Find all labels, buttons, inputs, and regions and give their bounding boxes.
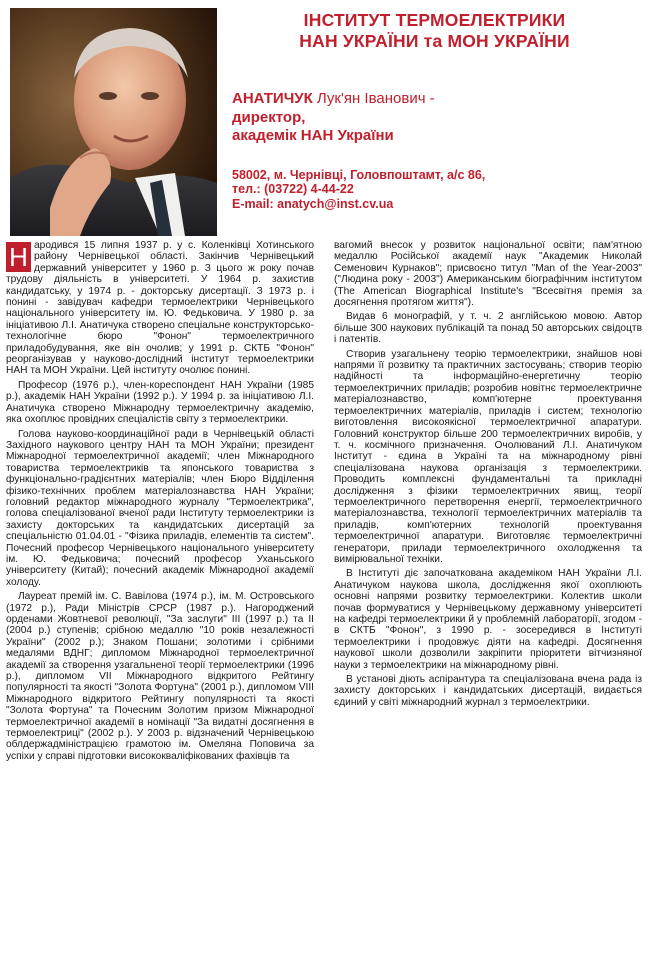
bio-paragraph: Видав 6 монографій, у т. ч. 2 англійською мовою. Автор більше 300 наукових публікацій та понад 50 авторських свідоцтв і патентів.	[334, 311, 642, 346]
header-block	[232, 10, 637, 211]
portrait-photo	[10, 8, 217, 236]
person-given-name: Лук'ян Іванович -	[316, 90, 435, 107]
bio-paragraph: Голова науково-координаційної ради в Чернівецькій області Західного наукового центру НАН та МОН України; президент Міжнародної термоелектричної академії; член Міжнародного товариства термоелектриків та японського товариства з функціонально-градієнтних матеріалів; член Бюро Відділення фізико-технічних проблем матеріалознавства НАН України; головний редактор міжнародного журналу "Термоелектрика", голова спеціалізованої вченої ради Інституту термоелектрики із захисту докторських та кандидатських дисертацій за спеціальністю 01.04.01 - "Фізика приладів, елементів та систем". Почесний професор Чернівецького національного університету ім. Ю. Федьковича; почесний професор Уханьського університету (Китай); почесний академік Міжнародної академії холоду.	[6, 428, 314, 588]
institute-title-line1: ІНСТИТУТ ТЕРМОЕЛЕКТРИКИ	[303, 10, 566, 30]
bio-paragraph: вагомий внесок у розвиток національної освіти; пам'ятною медаллю Російської академії наук "Академик Николай Семенович Курнаков"; присвоєно титул "Man of the Year-2003" ("Людина року - 2003") Американським біографічним інститутом (The American Biographical Institute's "Всесвітня премія за досягнення протягом життя").	[334, 240, 642, 309]
person-block	[232, 90, 637, 146]
left-column	[6, 240, 314, 954]
right-column	[334, 240, 642, 954]
bio-paragraph: В Інституті діє започаткована академіком НАН України Л.І. Анатичуком наукова школа, дослідження якої охоплюють основні напрями розвитку термоелектрики. Колектив школи почав формуватися у Чернівецькому державному університеті на кафедрі термоелектрики й у проблемній лабораторії, згодом - в СКТБ "Фонон", з 1990 р. - зосередився в Інституті термоелектрики і продовжує діяти на кафедрі. Досягнення наукової школи дозволили закріпити пріоритети вітчизняної науки з термоелектрики на міжнародному рівні.	[334, 568, 642, 671]
postal-address: 58002, м. Чернівці, Головпоштамт, а/с 86,	[232, 167, 486, 182]
bio-paragraph: В установі діють аспірантура та спеціалізована вчена рада із захисту докторських і кандидатських дисертацій, видається єдиний у світі міжнародний журнал з термоелектрики.	[334, 674, 642, 708]
person-role: директор,	[232, 108, 306, 126]
bio-paragraph: Лауреат премій ім. С. Вавілова (1974 р.), ім. М. Островського (1972 р.), Ради Міністрів СРСР (1987 р.). Нагороджений орденами Жовтневої революції, "За заслуги" III (1997 р.) та II (2004 р.) ступенів; срібною медаллю "10 років незалежності України" (2002 р.); Знаком Пошани; золотими і срібними медалями ВДНГ; дипломом Міжнародної термоелектричної академії за створення узагальненої теорії термоелектрики (1996 р.), дипломом VII Міжнародного відкритого Рейтингу популярності та якості "Золота Фортуна" (2001 р.), дипломом VIII Міжнародного відкритого Рейтингу популярності та якості "Золота Фортуна" та Почесним Золотим призом Міжнародної термоелектричної академії в номінації "За видатні досягнення в термоелектриці" (2002 р.). У 2003 р. відзначений Чернівецькою облдержадміністрацією грамотою ім. Омеляна Поповича за успіхи у справі підготовки висококваліфікованих фахівців та	[6, 591, 314, 762]
person-rank: академік НАН України	[232, 127, 394, 144]
biography-body	[6, 240, 642, 954]
drop-cap: Н	[6, 242, 31, 272]
institute-title-line2: НАН УКРАЇНИ та МОН УКРАЇНИ	[299, 31, 570, 51]
person-surname: АНАТИЧУК	[232, 90, 313, 107]
bio-paragraph: Професор (1976 р.), член-кореспондент НАН України (1985 р.), академік НАН України (1992 р.). У 1994 р. за ініціативою Л.І. Анатичука створено Міжнародну термоелектричну академію, яка охоплює провідних спеціалістів світу з термоелектрики.	[6, 379, 314, 426]
bio-paragraph: Створив узагальнену теорію термоелектрики, знайшов нові напрями її розвитку та практичних застосувань; створив теорію надійності та інформаційно-енергетичну теорію термоелектричних приладів; розробив новітнє термоелектричне матеріалознавство, комп'ютерне проектування термоелектричних матеріалів, приладів і систем; технологію виготовлення високоякісної термоелектричної апаратури. Головний конструктор більше 200 термоелектричних виробів, у т. ч. космічного призначення. Очолюваний Л.І. Анатичуком Інститут - єдина в Україні та на міжнародному рівні спеціалізована наукова організація з термоелектрики. Проводить комплексні фундаментальні та прикладні дослідження з фізики термоелектричних явищ, теорії термоелектричного перетворення енергії, термоелектричного матеріалознавства, технології термоелектричних матеріалів та приладів, комп'ютерних технологій проектування термоелектричної апаратури. Виготовляє термоелектричні генератори, прилади термоелектричного охолодження та вимірювальної техніки.	[334, 348, 642, 565]
bio-paragraph: Н ародився 15 липня 1937 р. у с. Коленківці Хотинського району Чернівецької області. Закінчив Чернівецький державний університет у 1960 р. З цього ж року почав трудову діяльність в університеті. У 1964 р. захистив кандидатську, у 1974 р. - докторську дисертації. З 1973 р. і понині - завідувач кафедри термоелектрики Чернівецького національного університету ім. Ю. Федьковича. У 1980 р. за ініціативою Л.І. Анатичука створено спеціальне конструкторсько-технологічне бюро "Фонон" термоелектричного приладобудування, яке він очолив; у 1991 р. СКТБ "Фонон" реорганізував у науково-дослідний інститут термоелектрики НАН та МОН України. Цей інституту очолює понині.	[6, 240, 314, 377]
contacts-block	[232, 168, 637, 212]
phone-number: тел.: (03722) 4-44-22	[232, 182, 354, 196]
email-address[interactable]: E-mail: anatych@inst.cv.ua	[232, 196, 394, 211]
